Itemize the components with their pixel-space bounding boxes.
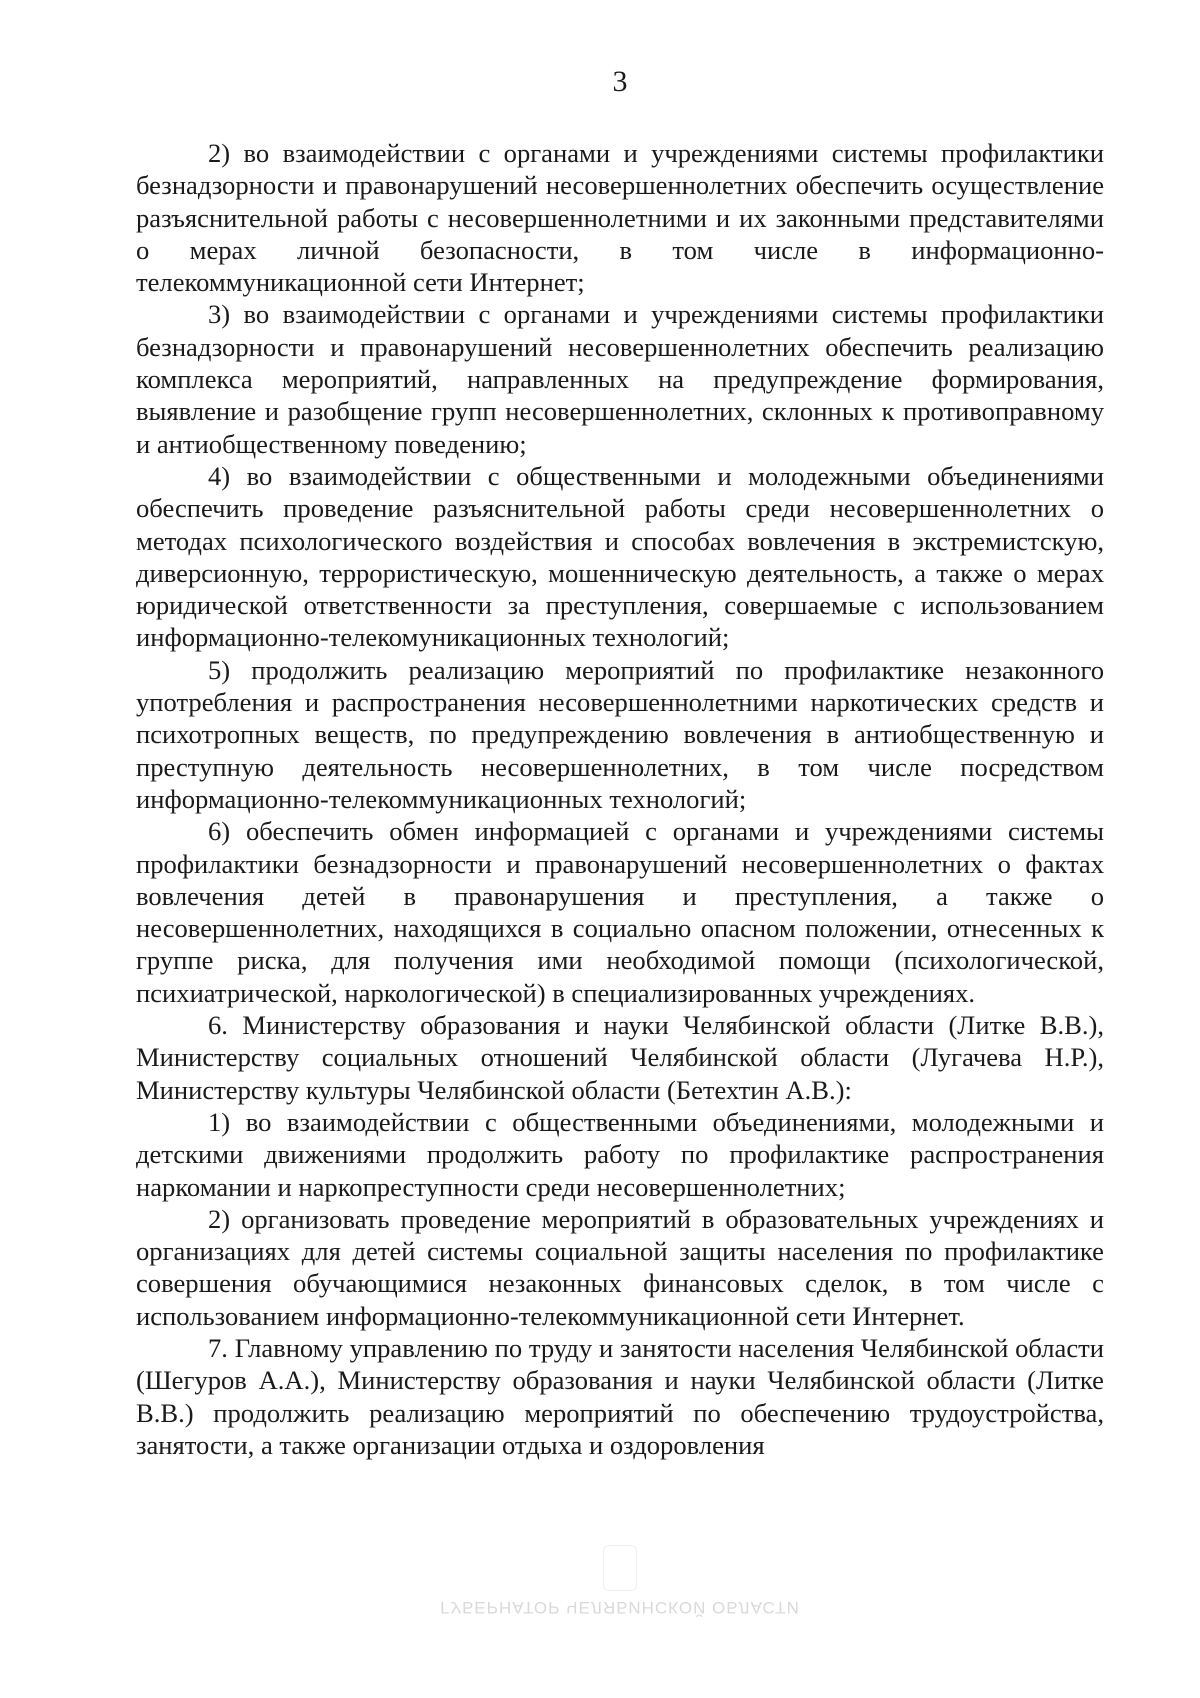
paragraph-item-4-explanatory-work: 4) во взаимодействии с общественными и молодежными объединениями обеспечить проведение разъяснительной работы среди несовершеннолетних о методах психологического воздействия и способах вовлечения в экстремистскую, диверсионную, террористическую, мошенническую деятельность, а также о мерах юридической ответственности за преступления, совершаемые с использованием информационно-телекомуникационных технологий; <box>136 460 1104 653</box>
paragraph-item-1-youth-movements: 1) во взаимодействии с общественными объединениями, молодежными и детскими движениями продолжить работу по профилактике распространения наркомании и наркопреступности среди несовершеннолетних; <box>136 1106 1104 1202</box>
paragraph-item-3-group-prevention: 3) во взаимодействии с органами и учреждениями системы профилактики безнадзорности и правонарушений несовершеннолетних обеспечить реализацию комплекса мероприятий, направленных на предупреждение формирования, выявление и разобщение групп несовершеннолетних, склонных к противоправному и антиобщественному поведению; <box>136 299 1104 459</box>
paragraph-item-2-safety-awareness: 2) во взаимодействии с органами и учреждениями системы профилактики безнадзорности и правонарушений несовершеннолетних обеспечить осуществление разъяснительной работы с несовершеннолетними и их законными представителями о мерах личной безопасности, в том числе в информационно-телекоммуникационной сети Интернет; <box>136 138 1104 298</box>
paragraph-section-7-employment: 7. Главному управлению по труду и занятости населения Челябинской области (Шегуров А.А.), Министерству образования и науки Челябинской области (Литке В.В.) продолжить реализацию мероприятий по обеспечению трудоустройства, занятости, а также организации отдыха и оздоровления <box>136 1332 1104 1460</box>
page-number: 3 <box>612 65 628 98</box>
watermark-stamp <box>0 1545 1200 1617</box>
watermark-text: ГУБЕРНАТОР ЧЕЛЯБИНСКОЙ ОБЛАСТИ <box>440 1598 800 1617</box>
document-body <box>136 137 1104 1461</box>
paragraph-section-6-ministries: 6. Министерству образования и науки Челябинской области (Литке В.В.), Министерству социальных отношений Челябинской области (Лугачева Н.Р.), Министерству культуры Челябинской области (Бетехтин А.В.): <box>136 1010 1104 1105</box>
paragraph-item-5-drug-prevention: 5) продолжить реализацию мероприятий по профилактике незаконного употребления и распространения несовершеннолетними наркотических средств и психотропных веществ, по предупреждению вовлечения в антиобщественную и преступную деятельность несовершеннолетних, в том числе посредством информационно-телекоммуникационных технологий; <box>136 654 1104 814</box>
coat-of-arms-icon <box>603 1545 637 1591</box>
paragraph-item-6-information-exchange: 6) обеспечить обмен информацией с органами и учреждениями системы профилактики безнадзорности и правонарушений несовершеннолетних о фактах вовлечения детей в правонарушения и преступления, а также о несовершеннолетних, находящихся в социально опасном положении, отнесенных к группе риска, для получения ими необходимой помощи (психологической, психиатрической, наркологической) в специализированных учреждениях. <box>136 816 1104 1008</box>
paragraph-item-2-financial-deals: 2) организовать проведение мероприятий в образовательных учреждениях и организациях для детей системы социальной защиты населения по профилактике совершения обучающимися незаконных финансовых сделок, в том числе с использованием информационно-телекоммуникационной сети Интернет. <box>136 1203 1104 1331</box>
